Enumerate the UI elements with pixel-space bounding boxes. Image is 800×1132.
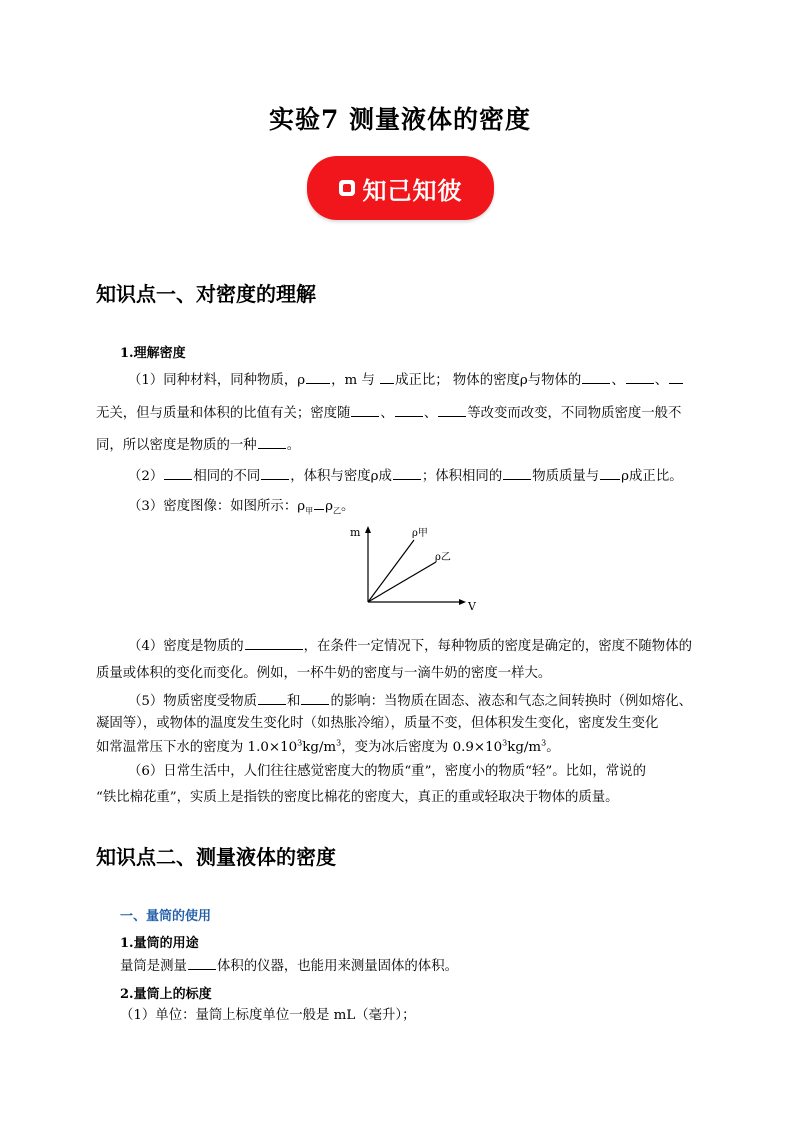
page-title: 实验7 测量液体的密度 [268, 105, 532, 134]
paragraph-6-line-2: “铁比棉花重”，实质上是指铁的密度比棉花的密度大，真正的重或轻取决于物体的质量。 [96, 790, 619, 805]
paragraph-4-line-2: 质量或体积的变化而变化。例如，一杯牛奶的密度与一滴牛奶的密度一样大。 [96, 666, 552, 681]
section-heading-2: 知识点二、测量液体的密度 [96, 845, 336, 869]
paragraph-6-line-1: （6）日常生活中，人们往往感觉密度大的物质“重”，密度小的物质“轻”。比如，常说的 [128, 764, 646, 779]
paragraph-5-line-1: （5）物质密度受物质 和 的影响：当物质在固态、液态和气态之间转换时（例如熔化、 [128, 690, 692, 712]
paragraph-5-line-2: 凝固等），或物体的温度发生变化时（如热胀冷缩），质量不变，但体积发生变化，密度发生变化 [96, 716, 659, 731]
section-heading-1: 知识点一、对密度的理解 [96, 282, 316, 306]
paragraph-2: （2） 相同的不同 ，体积与密度ρ成 ；体积相同的 物质质量与 ρ成正比。 [128, 465, 683, 487]
subheading-graduated-cylinder: 一、量筒的使用 [120, 909, 212, 924]
graph-line-yi [368, 562, 436, 602]
paragraph-1-line-1: （1）同种材料，同种物质，ρ ，m 与 成正比； 物体的密度ρ与物体的 、 、 [128, 369, 684, 391]
graph-line-jia [368, 540, 414, 602]
graph-y-arrow [365, 526, 371, 533]
paragraph-1-line-2: 无关，但与质量和体积的比值有关；密度随 、 、 等改变而改变，不同物质密度一般不 [96, 402, 681, 424]
paragraph-4-line-1: （4）密度是物质的 ，在条件一定情况下，每种物质的密度是确定的，密度不随物体的 [128, 635, 692, 657]
subheading-cylinder-scale: 2.量筒上的标度 [120, 987, 212, 1002]
badge-icon [339, 180, 355, 196]
subheading-cylinder-purpose: 1.量筒的用途 [120, 936, 199, 951]
cylinder-purpose-text: 量筒是测量 体积的仪器，也能用来测量固体的体积。 [120, 955, 458, 977]
graph-x-arrow [459, 599, 466, 605]
cylinder-unit-text: （1）单位：量筒上标度单位一般是 mL（毫升）； [120, 1008, 416, 1023]
badge-label: 知己知彼 [362, 176, 463, 205]
paragraph-5-line-3: 如常温常压下水的密度为 $1.0\times 10^3kg/m^3$，变为冰后密度为 $0.9\times 10^3kg/m^3$。 [96, 738, 560, 755]
paragraph-3: （3）密度图像：如图所示：$\rho_甲$ $\rho_乙$。 [128, 495, 354, 517]
graph-y-label: m [350, 526, 361, 539]
paragraph-1-line-3: 同，所以密度是物质的一种 。 [96, 434, 300, 456]
section-badge [307, 156, 494, 220]
subheading-understand-density: 1.理解密度 [120, 346, 186, 361]
graph-label-jia: ρ甲 [412, 528, 428, 539]
graph-label-yi: ρ乙 [435, 552, 451, 563]
density-graph [340, 522, 480, 612]
graph-x-label: V [468, 600, 476, 612]
